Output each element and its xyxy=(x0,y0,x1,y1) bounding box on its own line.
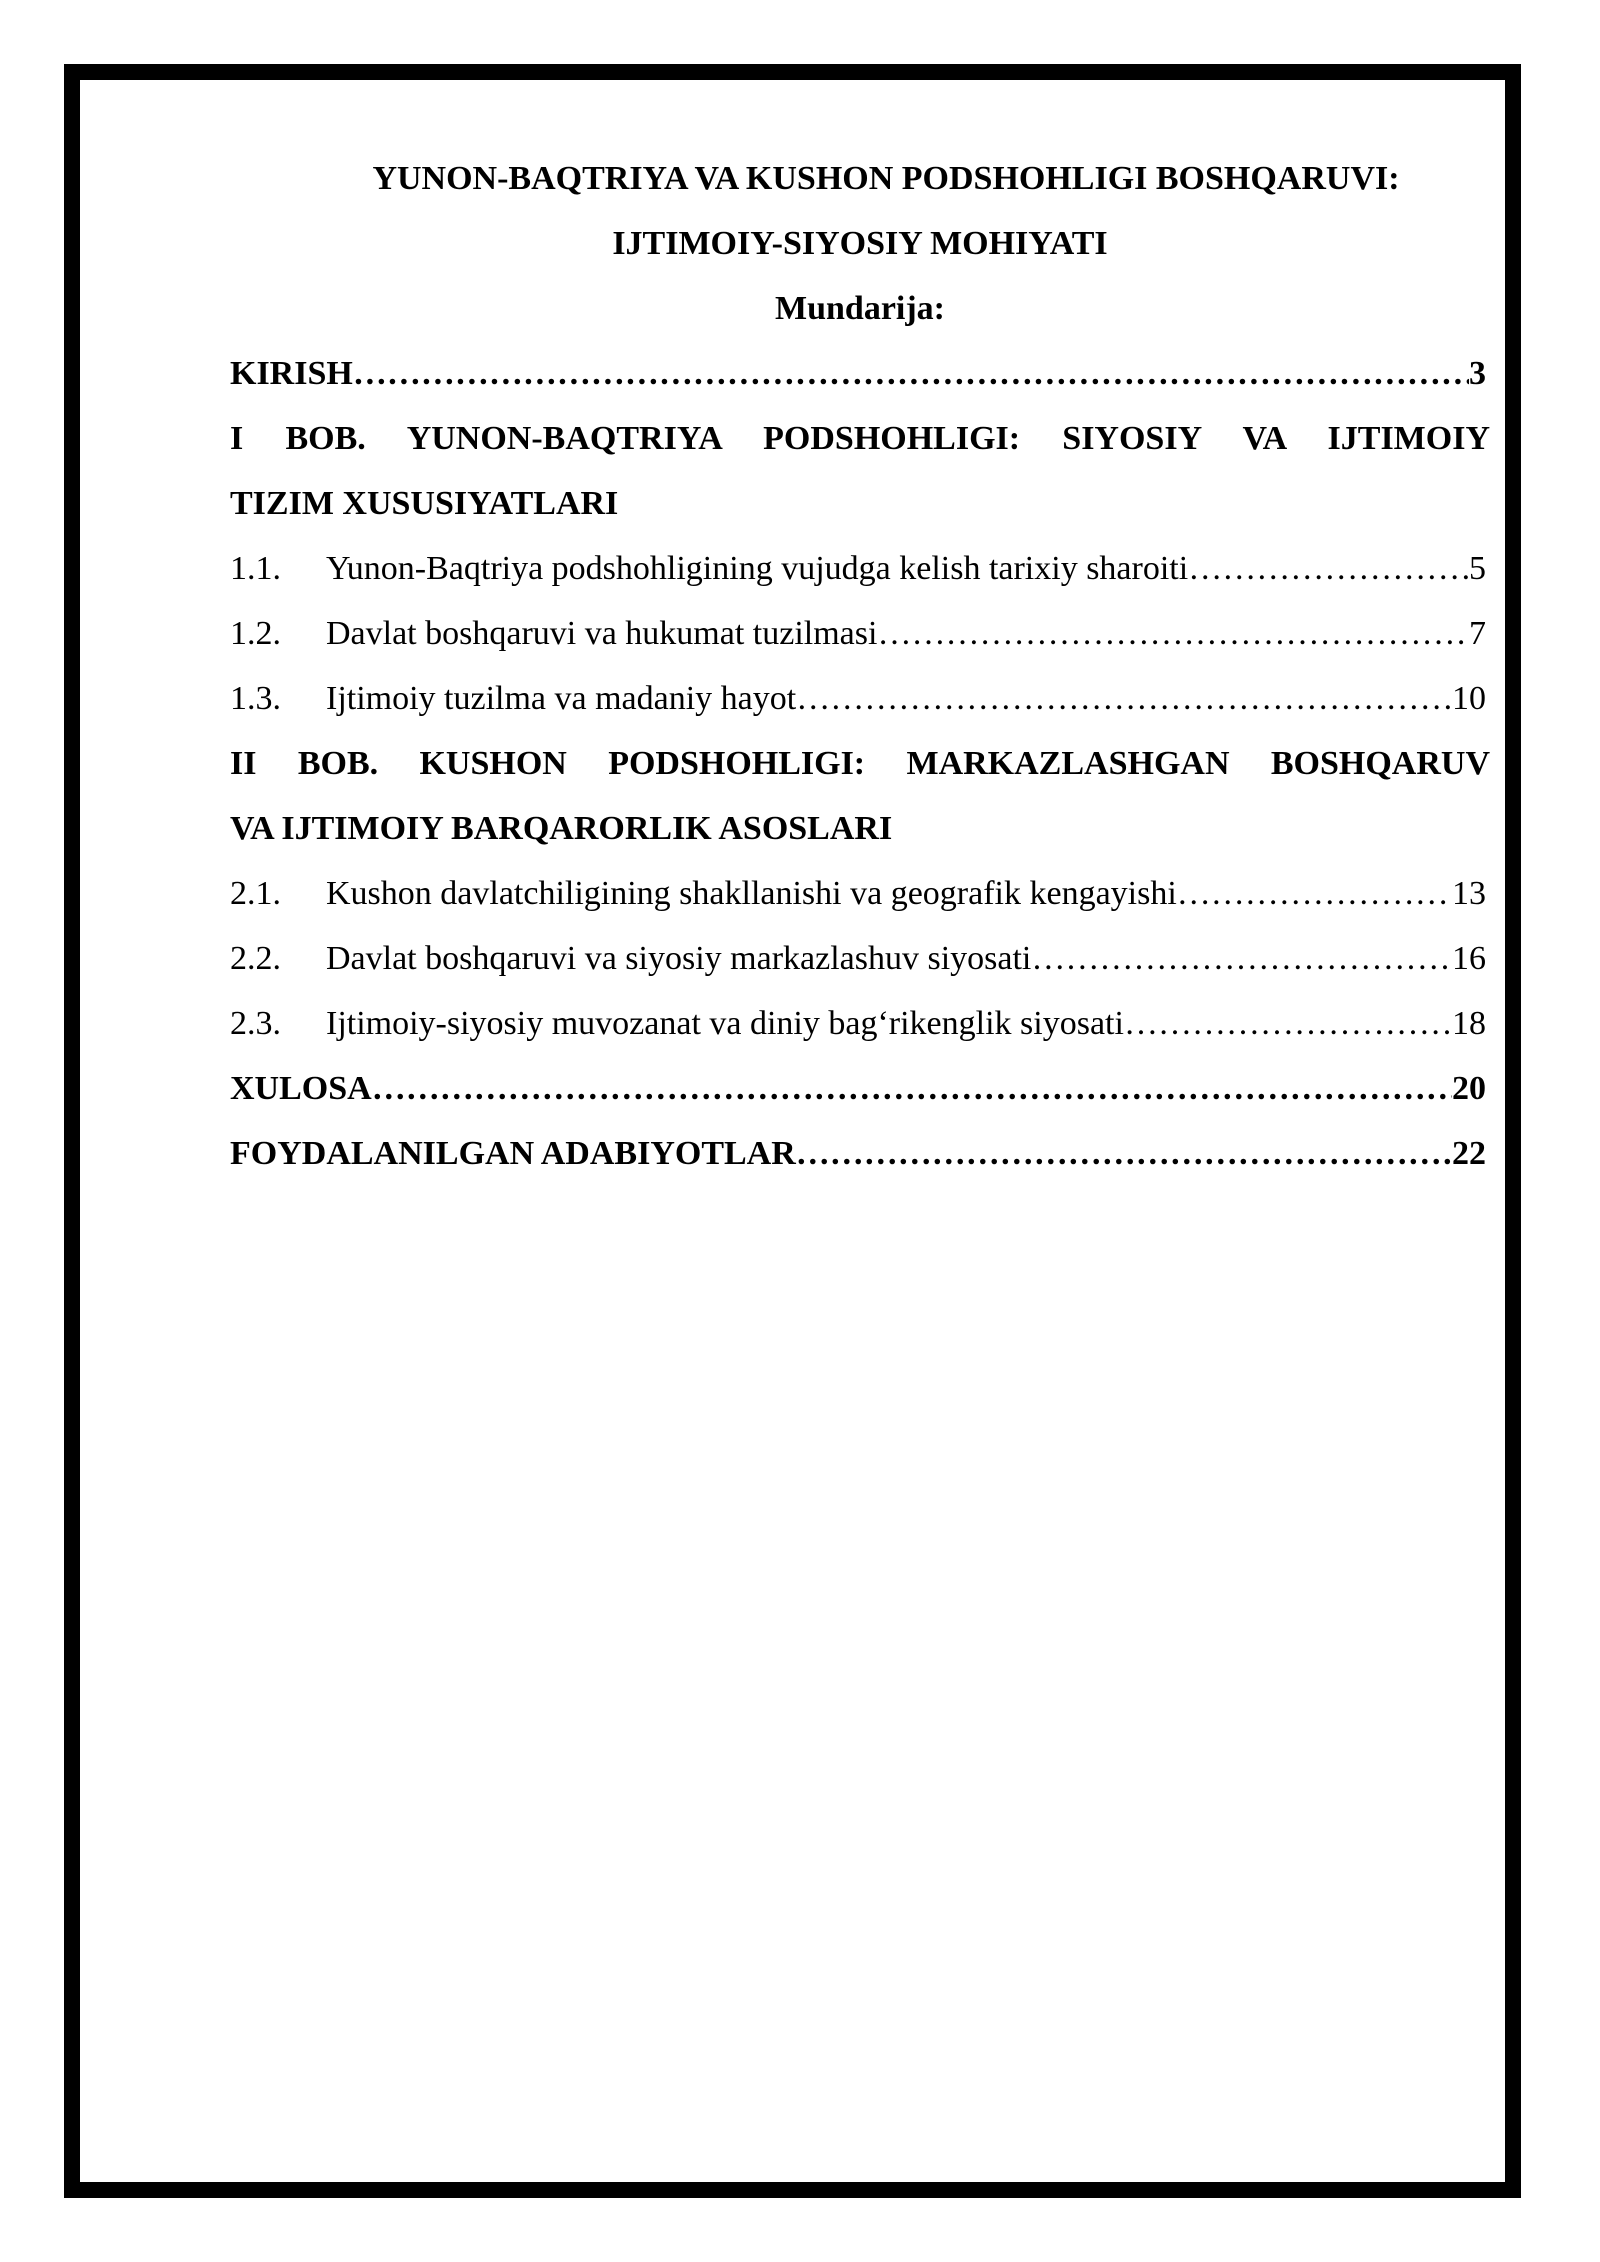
dot-leader xyxy=(1177,861,1452,926)
toc-entry-label: Kushon davlatchiligining shakllanishi va geografik kengayishi xyxy=(326,875,1177,912)
toc-entry-label: Yunon-Baqtriya podshohligining vujudga kelish tarixiy sharoiti xyxy=(326,550,1189,587)
chapter-1-heading-line-2: TIZIM XUSUSIYATLARI xyxy=(230,485,619,522)
toc-entry-page: 3 xyxy=(1469,355,1486,392)
toc-entry-2-3 xyxy=(230,991,1486,1056)
dot-leader xyxy=(796,1121,1452,1186)
dot-leader xyxy=(1188,536,1469,601)
toc-entry-label: KIRISH xyxy=(230,355,353,392)
toc-entry-2-2 xyxy=(230,926,1486,991)
dot-leader xyxy=(877,601,1469,666)
toc-entry-intro xyxy=(230,341,1486,406)
toc-entry-page: 16 xyxy=(1452,940,1486,977)
dot-leader xyxy=(372,1056,1452,1121)
toc-entry-page: 18 xyxy=(1452,1005,1486,1042)
chapter-1-heading-line-1: I BOB. YUNON-BAQTRIYA PODSHOHLIGI: SIYOSIY VA IJTIMOIY xyxy=(230,420,1490,457)
toc-entry-label: FOYDALANILGAN ADABIYOTLAR xyxy=(230,1135,796,1172)
dot-leader xyxy=(796,666,1452,731)
toc-entry-page: 5 xyxy=(1469,550,1486,587)
toc-entry-page: 7 xyxy=(1469,615,1486,652)
toc-entry-label: XULOSA xyxy=(230,1070,372,1107)
chapter-2-heading-line-2: VA IJTIMOIY BARQARORLIK ASOSLARI xyxy=(230,810,893,847)
toc-entry-number: 1.3. xyxy=(230,680,281,717)
toc-entry-page: 22 xyxy=(1452,1135,1486,1172)
toc-entry-page: 20 xyxy=(1452,1070,1486,1107)
toc-entry-1-1 xyxy=(230,536,1486,601)
chapter-2-heading-line-1: II BOB. KUSHON PODSHOHLIGI: MARKAZLASHGAN BOSHQARUV xyxy=(230,745,1490,782)
toc-entry-conclusion xyxy=(230,1056,1486,1121)
toc-entry-1-3 xyxy=(230,666,1486,731)
dot-leader xyxy=(1124,991,1452,1056)
document-body xyxy=(230,146,1490,1186)
toc-entry-number: 1.1. xyxy=(230,550,281,587)
document-title-line-1: YUNON-BAQTRIYA VA KUSHON PODSHOHLIGI BOSHQARUVI: xyxy=(372,160,1400,197)
toc-entry-references xyxy=(230,1121,1486,1186)
toc-entry-label: Davlat boshqaruvi va siyosiy markazlashuv siyosati xyxy=(326,940,1032,977)
toc-entry-label: Ijtimoiy-siyosiy muvozanat va diniy bag‘rikenglik siyosati xyxy=(326,1005,1124,1042)
toc-entry-number: 1.2. xyxy=(230,615,281,652)
chapter-2-heading xyxy=(230,731,1490,861)
dot-leader xyxy=(1031,926,1452,991)
toc-entry-page: 13 xyxy=(1452,875,1486,912)
dot-leader xyxy=(353,341,1469,406)
toc-entry-1-2 xyxy=(230,601,1486,666)
contents-heading: Mundarija: xyxy=(775,290,945,327)
chapter-1-heading xyxy=(230,406,1490,536)
toc-entry-page: 10 xyxy=(1452,680,1486,717)
toc-entry-2-1 xyxy=(230,861,1486,926)
toc-entry-label: Ijtimoiy tuzilma va madaniy hayot xyxy=(326,680,797,717)
toc-entry-number: 2.2. xyxy=(230,940,281,977)
toc-entry-number: 2.1. xyxy=(230,875,281,912)
toc-entry-label: Davlat boshqaruvi va hukumat tuzilmasi xyxy=(326,615,878,652)
toc-entry-number: 2.3. xyxy=(230,1005,281,1042)
document-title-line-2: IJTIMOIY-SIYOSIY MOHIYATI xyxy=(612,225,1108,262)
